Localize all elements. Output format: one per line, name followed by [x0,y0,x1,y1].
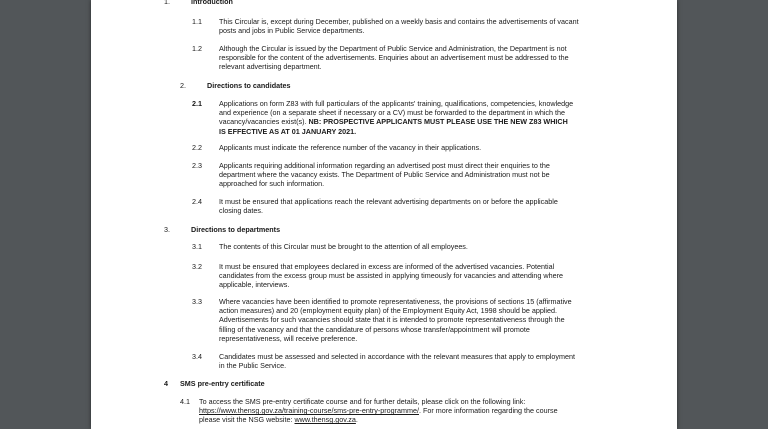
paragraph-1-1: This Circular is, except during December, published on a weekly basis and contains the advertisements of vacant posts and jobs in Public Service departments. [219,17,579,36]
item-number: 3.1 [192,242,202,251]
item-number: 1.2 [192,44,202,53]
section-number: 3. [164,225,170,234]
nsg-website-link[interactable]: www.thensg.gov.za [294,415,356,425]
sms-course-link[interactable]: https://www.thensg.gov.za/training-course/sms-pre-entry-programme/ [199,406,419,416]
item-number: 2.2 [192,143,202,152]
item-number: 3.3 [192,297,202,306]
item-number: 2.3 [192,161,202,170]
item-number: 1.1 [192,17,202,26]
item-number: 4.1 [180,397,190,406]
paragraph-3-4: Candidates must be assessed and selected in accordance with the relevant measures that apply to employment in the Public Service. [219,352,575,371]
item-number: 2.4 [192,197,202,206]
section-title-candidates: Directions to candidates [207,81,291,90]
item-number: 3.4 [192,352,202,361]
document-page [91,0,677,429]
paragraph-3-1: The contents of this Circular must be brought to the attention of all employees. [219,242,468,251]
section-title-departments: Directions to departments [191,225,281,234]
item-number: 3.2 [192,262,202,271]
section-number: 4 [164,379,168,388]
section-title-sms: SMS pre-entry certificate [180,379,265,388]
section-number: 2. [180,81,186,90]
paragraph-1-2: Although the Circular is issued by the Department of Public Service and Administration, the Department is not responsible for the content of the advertisements. Enquiries about an advertisement must be addressed to the relevant advertising department. [219,44,569,72]
paragraph-3-3: Where vacancies have been identified to promote representativeness, the provisions of sections 15 (affirmative action measures) and 20 (employment equity plan) of the Employment Equity Act, 1998 should be applied. Advertisements for such vacancies should state that it is intended to promote representativeness through the filling of the vacancy and that the candidature of persons whose transfer/appointment will promote representativeness, will receive preference. [219,297,572,343]
item-number: 2.1 [192,99,202,108]
section-number: 1. [164,0,170,6]
paragraph-2-1: Applications on form Z83 with full particulars of the applicants' training, qualifications, competencies, knowledge and experience (on a separate sheet if necessary or a CV) must be forwarded to the department in which the vacancy/vacancies exist(s). NB: PROSPECTIVE APPLICANTS MUST PLEASE USE THE NEW Z83 WHICH IS EFFECTIVE AS AT 01 JANUARY 2021. [219,99,574,136]
paragraph-3-2: It must be ensured that employees declared in excess are informed of the advertised vacancies. Potential candidates from the excess group must be assisted in applying timeously for vacancies and attending where applicable, interviews. [219,262,563,290]
paragraph-2-4: It must be ensured that applications reach the relevant advertising departments on or before the applicable closing dates. [219,197,558,216]
paragraph-4-1: To access the SMS pre-entry certificate course and for further details, please click on the following link: https://www.thensg.gov.za/training-course/sms-pre-entry-programme/. For more information regarding the course please visit the NSG website: www.thensg.gov.za. [199,397,558,425]
paragraph-2-3: Applicants requiring additional information regarding an advertised post must direct their enquiries to the department where the vacancy exists. The Department of Public Service and Administration must not be approached for such information. [219,161,550,189]
paragraph-2-2: Applicants must indicate the reference number of the vacancy in their applications. [219,143,482,152]
section-title-introduction: Introduction [191,0,233,6]
